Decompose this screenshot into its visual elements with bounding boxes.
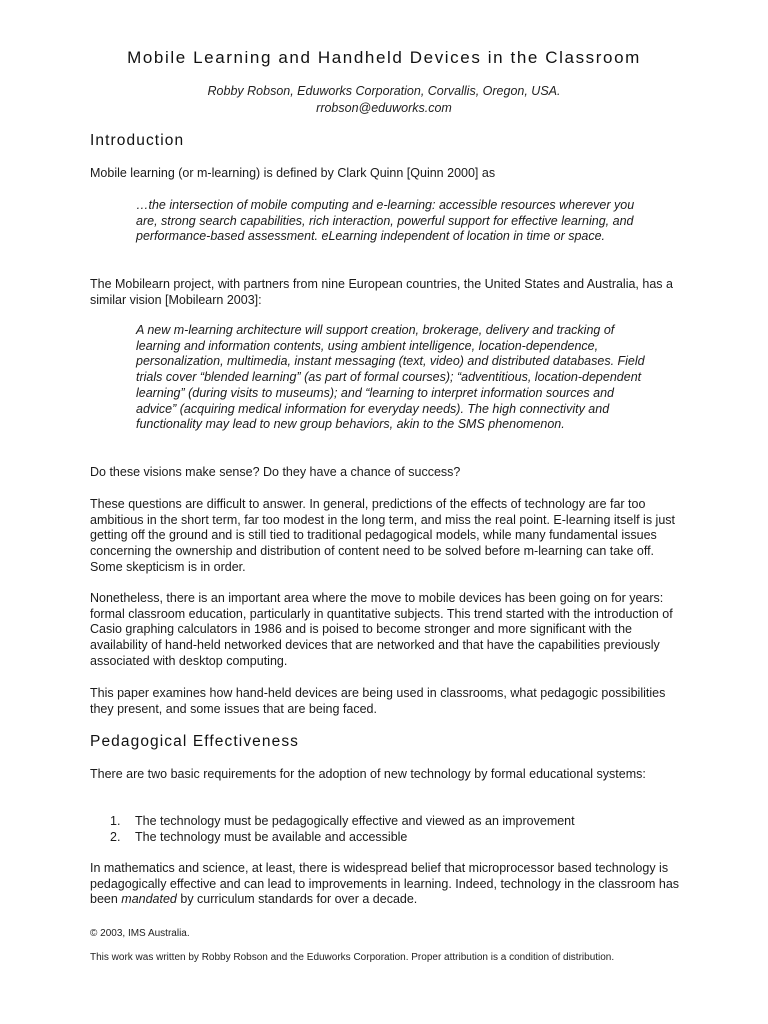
- intro-paragraph-5: Nonetheless, there is an important area where the move to mobile devices has been going on for years: formal classroom education, particularly in quantitative subjects. This trend started with the introduction of Casio graphing calculators in 1986 and is poised to become stronger and more significant with the availability of hand-held networked devices that are networked and that have the capabilities previously associated with desktop computing.: [90, 591, 673, 668]
- heading-pedagogical-effectiveness: Pedagogical Effectiveness: [90, 733, 300, 750]
- pedagogical-paragraph-1: There are two basic requirements for the adoption of new technology by formal educational systems:: [90, 767, 646, 781]
- emphasis-mandated: mandated: [121, 892, 177, 907]
- requirements-list: [110, 814, 670, 845]
- list-item-number: 1.: [110, 814, 121, 828]
- copyright-notice: © 2003, IMS Australia.: [90, 928, 190, 939]
- author-email: rrobson@eduworks.com: [316, 101, 452, 115]
- quinn-quote: …the intersection of mobile computing and e-learning: accessible resources wherever you are, strong search capabilities, rich interaction, powerful support for effective learning, and performance-based assessment. eLearning independent of location in time or space.: [136, 198, 635, 244]
- list-item-text: The technology must be available and accessible: [135, 829, 408, 844]
- attribution-note: This work was written by Robby Robson and the Eduworks Corporation. Proper attribution is a condition of distribution.: [90, 952, 615, 963]
- list-item: [110, 814, 670, 830]
- list-item-text: The technology must be pedagogically effective and viewed as an improvement: [135, 814, 575, 828]
- intro-paragraph-2: The Mobilearn project, with partners from nine European countries, the United States and Australia, has a similar vision [Mobilearn 2003]:: [90, 277, 673, 307]
- intro-paragraph-4: These questions are difficult to answer. In general, predictions of the effects of technology are far too ambitious in the short term, far too modest in the long term, and miss the real point. E-learning itself is just getting off the ground and is still tied to traditional pedagogical models, while many fundamental issues concerning the ownership and distribution of content need to be solved before m-learning can take off. Some skepticism is in order.: [90, 497, 675, 574]
- paper-title: Mobile Learning and Handheld Devices in the Classroom: [127, 48, 641, 67]
- intro-paragraph-1: Mobile learning (or m-learning) is defined by Clark Quinn [Quinn 2000] as: [90, 166, 496, 180]
- mobilearn-quote: A new m-learning architecture will support creation, brokerage, delivery and tracking of learning and information contents, using ambient intelligence, location-dependence, personalization, multimedia, instant messaging (text, video) and distributed databases. Field trials cover “blended learning” (as part of formal courses); “adventitious, location-dependent learning” (during visits to museums); and “learning to interpret information sources and advice” (acquiring medical information for everyday needs). The high connectivity and functionality may lead to new group behaviors, akin to the SMS phenomenon.: [136, 323, 645, 432]
- pedagogical-paragraph-2: [90, 861, 680, 908]
- intro-paragraph-6: This paper examines how hand-held devices are being used in classrooms, what pedagogic possibilities they present, and some issues that are being faced.: [90, 686, 666, 716]
- list-item-number: 2.: [110, 829, 121, 844]
- list-item: [110, 830, 670, 846]
- author-line: Robby Robson, Eduworks Corporation, Corvallis, Oregon, USA.: [207, 84, 561, 98]
- paragraph-text: by curriculum standards for over a decade.: [176, 892, 418, 907]
- paragraph-text: In mathematics and science, at least, there is widespread belief that microprocessor based technology is pedagogically effective and can lead to improvements in learning. Indeed, technology in the classroom has been: [90, 861, 680, 907]
- heading-introduction: Introduction: [90, 132, 185, 149]
- intro-paragraph-3: Do these visions make sense? Do they have a chance of success?: [90, 465, 461, 479]
